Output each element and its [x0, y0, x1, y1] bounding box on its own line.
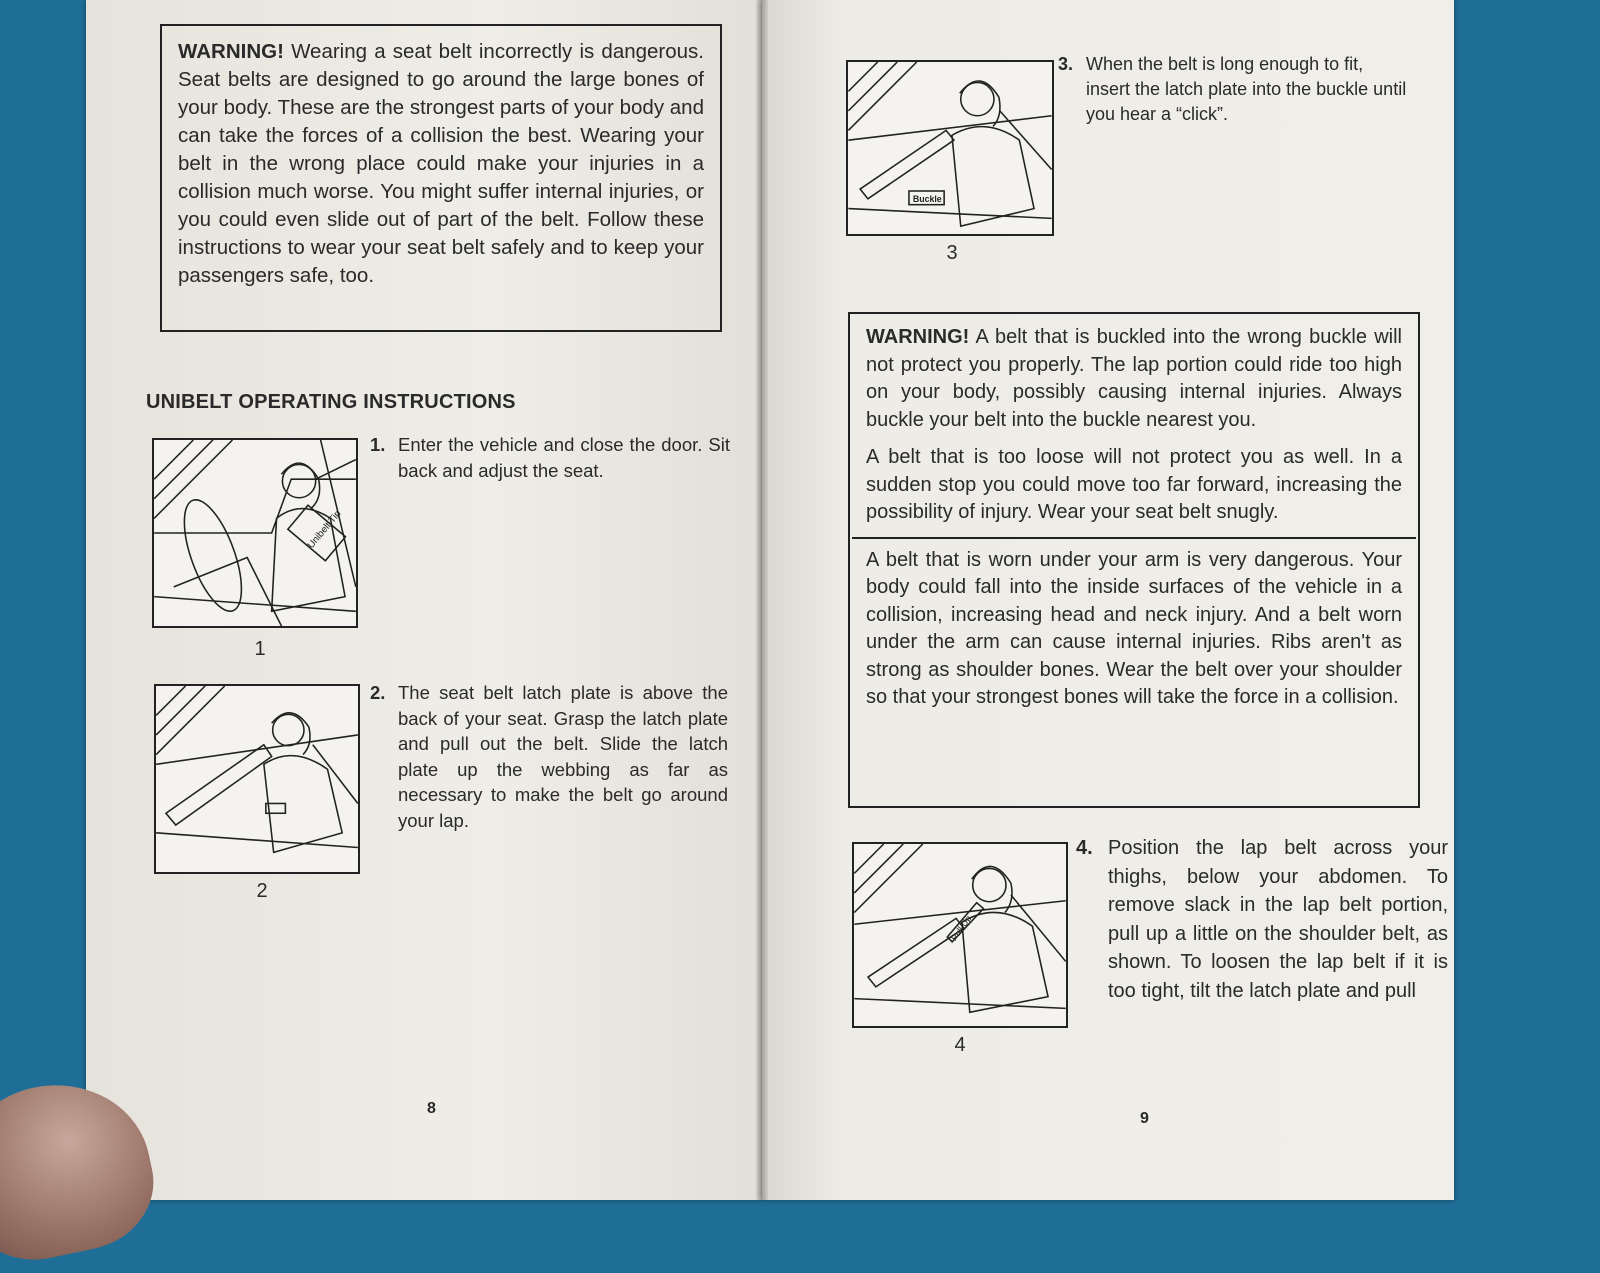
warning-label: WARNING! [178, 40, 284, 63]
figure-3-caption: 3 [946, 242, 958, 264]
insert-buckle-icon [848, 62, 1052, 234]
step-4-body: Position the lap belt across your thighs, below your abdomen. To remove slack in the lap belt portion, pull up a little on the shoulder belt, as shown. To loosen the lap belt if it is too tight, tilt the latch plate and pull [1108, 837, 1448, 1002]
figure-1-illustration [152, 438, 358, 628]
warning-paragraph-3: A belt that is worn under your arm is very dangerous. Your body could fall into the inside surfaces of the vehicle in a collision, increasing head and neck injury. And a belt worn under the arm can cause internal injuries. Ribs aren't as strong as shoulder bones. Wear the belt over your shoulder so that your strongest bones will take the force in a collision. [852, 537, 1416, 712]
unibelt-tip-label: Unibelt Tip [305, 508, 344, 551]
warning-label-right: WARNING! [866, 326, 970, 348]
step-1-body: Enter the vehicle and close the door. Sit back and adjust the seat. [398, 434, 730, 481]
step-4-number: 4. [1076, 837, 1093, 859]
warning-text: Wearing a seat belt incorrectly is dangerous. Seat belts are designed to go around the large bones of your body. These are the strongest parts of your body and can take the forces of a collision the best. Wearing your belt in the wrong place could make your injuries in a collision much worse. You might suffer internal injuries, or you could even slide out of part of the belt. Follow these instructions to wear your seat belt safely and to keep your passengers safe, too. [178, 40, 704, 287]
step-2-body: The seat belt latch plate is above the back of your seat. Grasp the latch plate and pull out the belt. Slide the latch plate up the webbing as far as necessary to make the belt go around your lap. [398, 682, 728, 831]
figure-3-illustration [846, 60, 1054, 236]
grasp-latch-icon [156, 686, 358, 872]
figure-1-caption: 1 [254, 638, 266, 660]
warning-paragraph-2: A belt that is too loose will not protect you as well. In a sudden stop you could move too far forward, increasing the possibility of injury. Wear your seat belt snugly. [866, 446, 1402, 523]
page-gutter [756, 0, 768, 1200]
step-1-number: 1. [370, 434, 386, 455]
figure-4-caption: 4 [954, 1034, 966, 1056]
step-2-text [370, 680, 728, 833]
right-page-number: 9 [1140, 1110, 1149, 1127]
step-2-number: 2. [370, 682, 386, 703]
figure-4-illustration [852, 842, 1068, 1028]
buckle-label: Buckle [912, 193, 942, 204]
pull-up-belt-icon [854, 844, 1066, 1026]
step-3-text [1058, 52, 1412, 127]
figure-2-caption: 2 [256, 880, 268, 902]
warning-box-right [848, 312, 1420, 808]
step-3-body: When the belt is long enough to fit, insert the latch plate into the buckle until you hear a “click”. [1086, 54, 1407, 124]
section-heading: UNIBELT OPERATING INSTRUCTIONS [146, 391, 516, 413]
step-4-text [1076, 834, 1448, 1005]
left-page-number: 8 [427, 1100, 436, 1117]
driver-seated-icon [154, 440, 356, 626]
step-1-text [370, 432, 730, 483]
warning-box-left [160, 24, 722, 332]
step-3-number: 3. [1058, 54, 1074, 74]
figure-2-illustration [154, 684, 360, 874]
pull-up-label: Pull Up [948, 913, 974, 943]
warning-paragraph-1: A belt that is buckled into the wrong buckle will not protect you properly. The lap portion could ride too high on your body, possibly causing internal injuries. Always buckle your belt into the buckle nearest you. [866, 326, 1402, 431]
